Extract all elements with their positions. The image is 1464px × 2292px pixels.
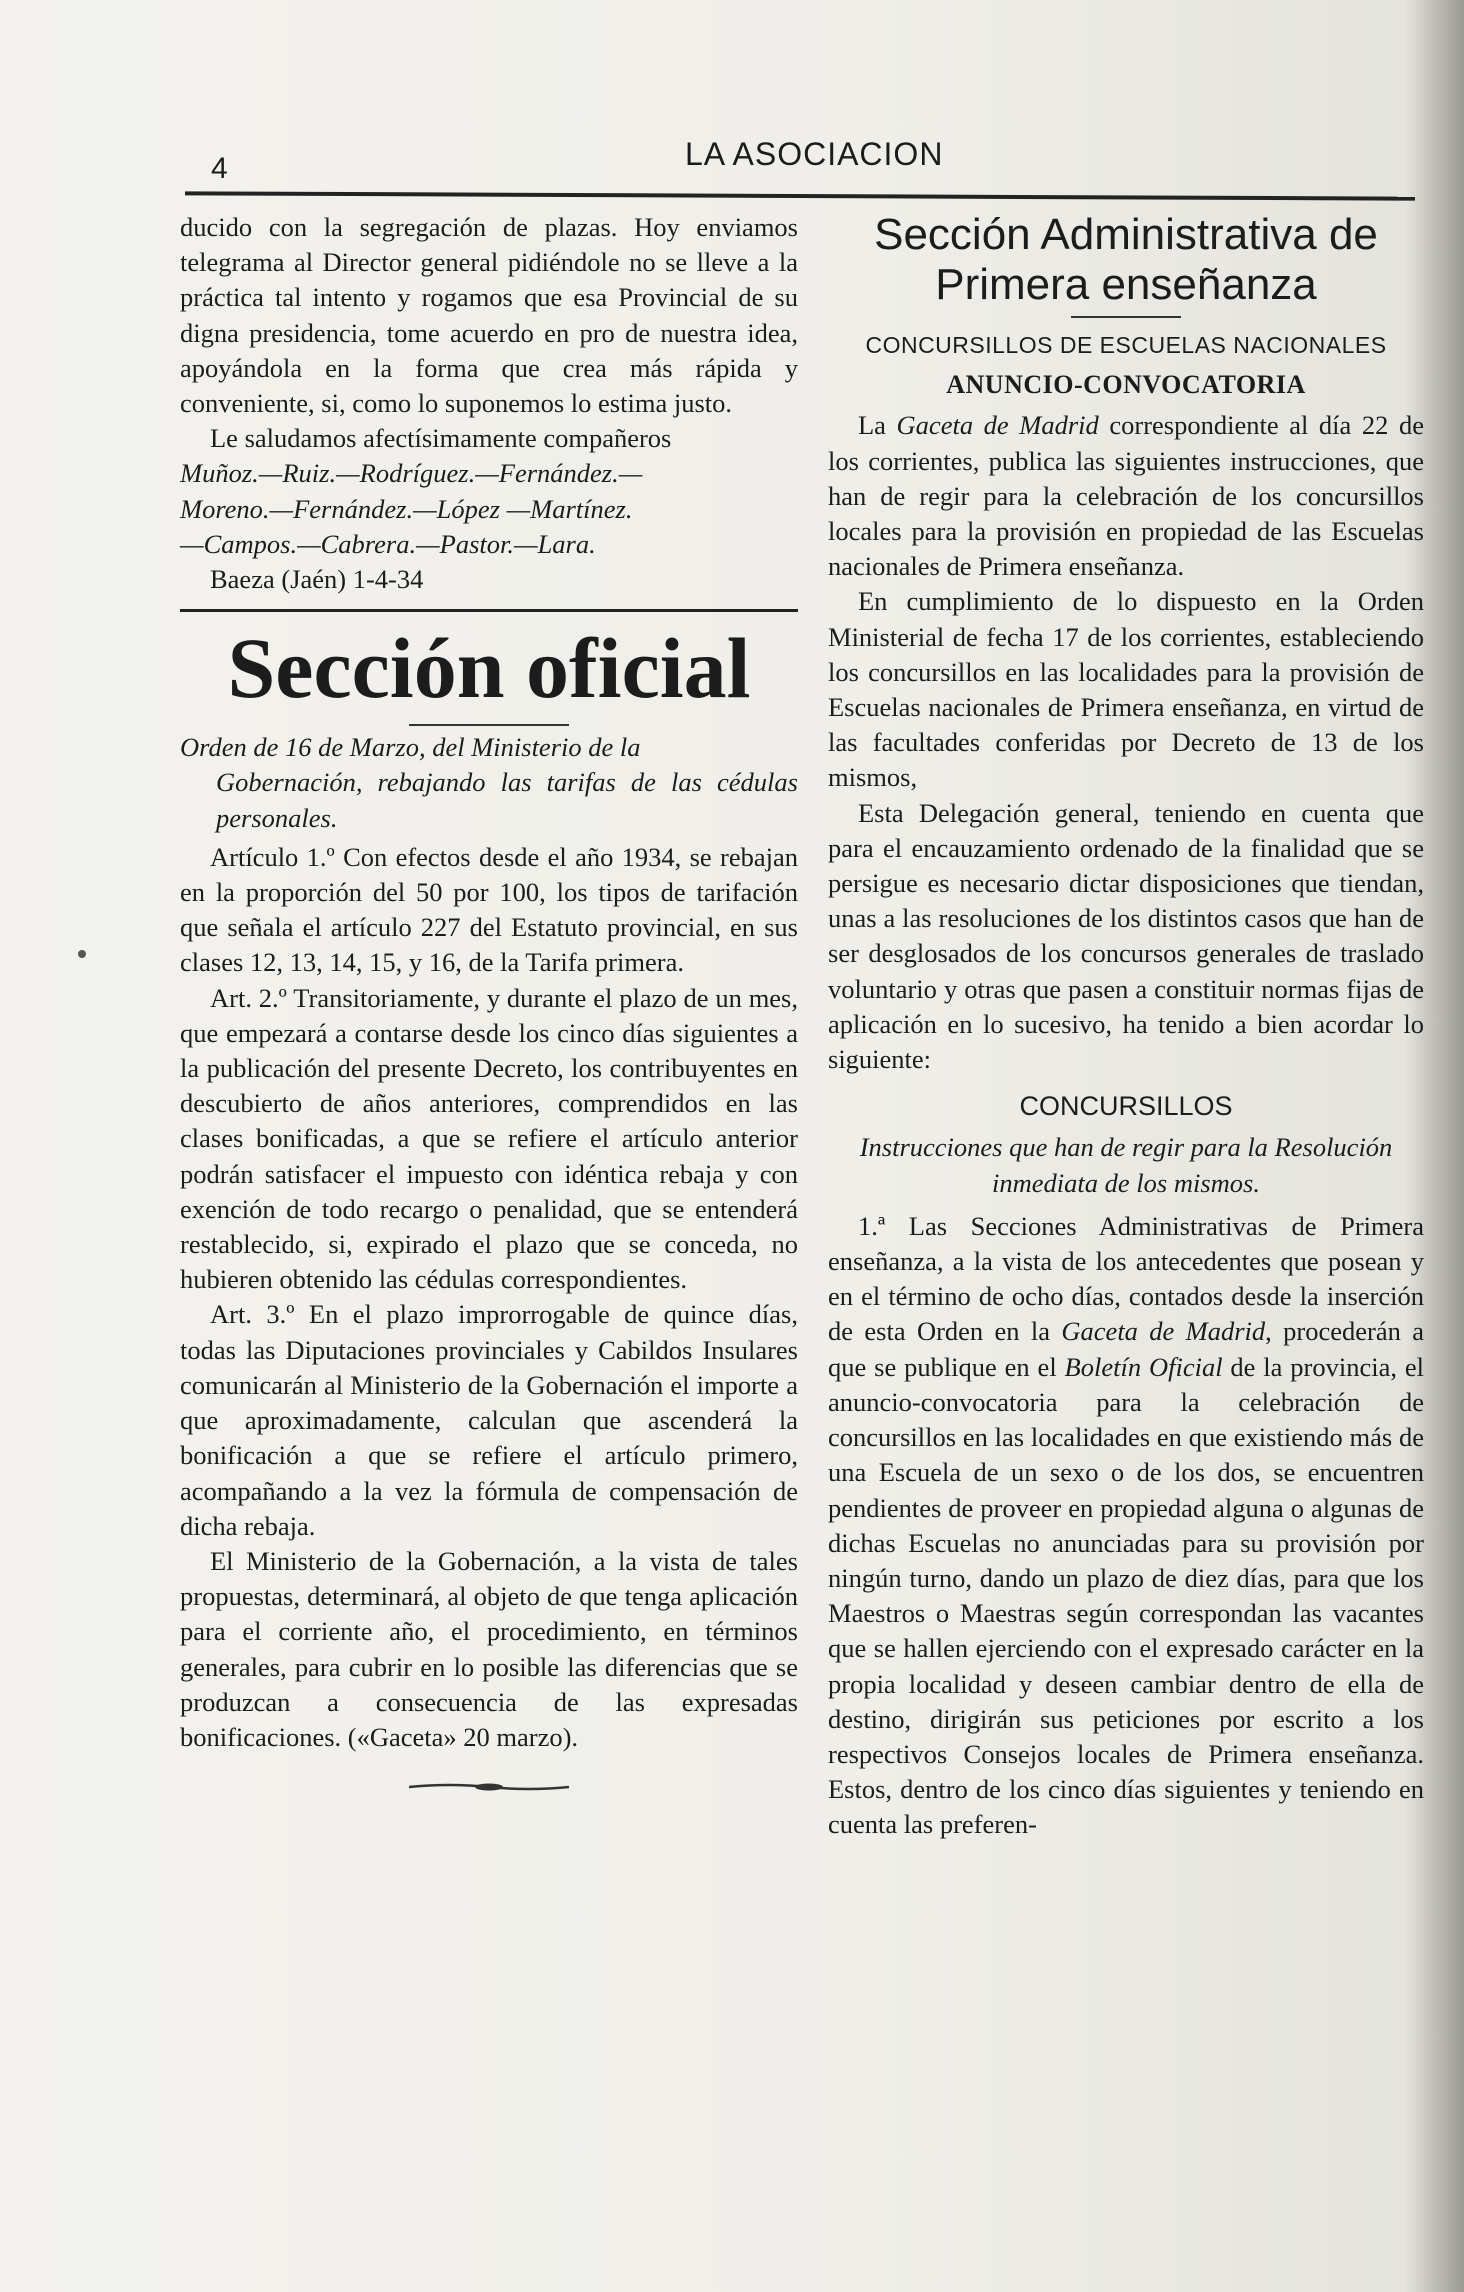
- page-number: 4: [211, 152, 228, 185]
- page-header: [185, 118, 1415, 198]
- gaceta-name: Gaceta de Madrid: [896, 410, 1099, 441]
- order-title-line-2: Gobernación, rebajando las tarifas de las cédulas personales.: [216, 767, 798, 833]
- article-2: Art. 2.º Transitoriamente, y durante el plazo de un mes, que empezará a contarse desde los cinco días siguientes a la publicación del presente Decreto, los contribuyentes en descubierto de años anteriores, comprendidos en las clases bonificadas, a que se refiere el artículo anterior podrán satisfacer el impuesto con idéntica rebaja y con exención de todo recargo o penalidad, que se entenderá restablecido, si, expirado el plazo que se conceda, no hubieren obtenido las cédulas correspondientes.: [180, 982, 798, 1295]
- place-date: Baeza (Jaén) 1-4-34: [210, 564, 424, 595]
- instruction-1-boletin: Boletín Oficial: [1064, 1351, 1223, 1382]
- end-ornament: [180, 1767, 798, 1802]
- signatures-line-3: —Campos.—Cabrera.—Pastor.—Lara.: [180, 528, 596, 559]
- letter-paragraph: ducido con la segregación de plazas. Hoy enviamos telegrama al Director general pidiéndole no se lleve a la práctica tal intento y rogamos que esa Provincial de su digna presidencia, tome acuerdo en pro de nuestra idea, apoyándola en la forma que crea más rápida y conveniente, si, como lo suponemos lo estima justo.: [180, 212, 798, 419]
- concursillos-subheading: CONCURSILLOS: [1019, 1091, 1233, 1122]
- delegacion-paragraph: Esta Delegación general, teniendo en cuenta que para el encauzamiento ordenado de la finalidad que se persigue es necesario dictar disposiciones que tiendan, unas a las resoluciones de los distintos casos que han de ser desglosados de los concursos generales de traslado voluntario y otras que pasen a constituir normas fijas de aplicación en lo sucesivo, ha tenido a bien acordar lo siguiente:: [828, 797, 1424, 1075]
- order-title: [180, 730, 798, 836]
- instructions-title: Instrucciones que han de regir para la Resolución inmediata de los mismos.: [859, 1132, 1393, 1198]
- title-underline: [409, 724, 569, 726]
- gaceta-pre: La: [858, 410, 897, 441]
- gaceta-paragraph: [828, 408, 1424, 584]
- signatures-line-1: Muñoz.—Ruiz.—Rodríguez.—Fernández.—: [180, 458, 643, 489]
- order-title-line-1: Orden de 16 de Marzo, del Ministerio de la: [180, 732, 641, 763]
- running-title: LA ASOCIACION: [685, 136, 944, 172]
- left-column: [180, 210, 798, 1802]
- signatures-line-2: Moreno.—Fernández.—López —Martínez.: [180, 493, 633, 524]
- concursillos-heading: CONCURSILLOS DE ESCUELAS NACIONALES: [865, 332, 1387, 358]
- instruction-1-b: , procederán a que se publique en el: [828, 1316, 1424, 1382]
- article-3: Art. 3.º En el plazo improrrogable de quince días, todas las Diputaciones provinciales y Cabildos Insulares comunicarán al Ministerio de la Gobernación el importe a que aproximadamente, calculan que ascenderá la bonificación a que se refiere el artículo primero, acompañando a la vez la fórmula de compensación de dicha rebaja.: [180, 1299, 798, 1541]
- header-rule: [185, 191, 1415, 200]
- right-column: [828, 210, 1424, 1843]
- title-underline-right: [1071, 316, 1181, 318]
- instruction-1-gaceta: Gaceta de Madrid: [1061, 1316, 1266, 1347]
- section-title-administrativa: Sección Administrativa de: [874, 210, 1378, 259]
- cumplimiento-paragraph: En cumplimiento de lo dispuesto en la Orden Ministerial de fecha 17 de los corrientes, estableciendo los concursillos en las localidades para la provisión de Escuelas nacionales de Primera enseñanza, en virtud de las facultades conferidas por Decreto de 13 de los mismos,: [828, 586, 1424, 793]
- section-title-oficial: Sección oficial: [227, 620, 751, 717]
- margin-speck: [78, 950, 86, 958]
- greeting: Le saludamos afectísimamente compañeros: [210, 423, 672, 454]
- instruction-1-c: de la provincia, el anuncio-convocatoria para la celebración de concursillos en las localidades en que existiendo más de una Escuela de un sexo o de los dos, se encuentren pendientes de proveer en propiedad alguna o algunas de dichas Escuelas no anunciadas para su provisión por ningún turno, dando un plazo de diez días, para que los Maestros o Maestras según correspondan las vacantes que se hallen ejerciendo con el expresado carácter en la propia localidad y deseen cambiar dentro de ella de destino, dirigirán sus peticiones por escrito a los respectivos Consejos locales de Primera enseñanza. Estos, dentro de los cinco días siguientes y teniendo en cuenta las preferen-: [828, 1351, 1424, 1840]
- anuncio-heading: ANUNCIO-CONVOCATORIA: [946, 370, 1306, 400]
- instruction-1: [828, 1209, 1424, 1843]
- section-title-primera: Primera enseñanza: [935, 260, 1317, 309]
- gaceta-post: correspondiente al día 22 de los corrientes, publica las siguientes instrucciones, que han de regir para la celebración de los concursillos locales para la provisión en propiedad de las Escuelas nacionales de Primera enseñanza.: [828, 410, 1424, 582]
- instruction-1-a: 1.ª Las Secciones Administrativas de Primera enseñanza, a la vista de los antecedentes que posean y en el término de ocho días, contados desde la inserción de esta Orden en la: [828, 1210, 1424, 1347]
- closing-paragraph: El Ministerio de la Gobernación, a la vista de tales propuestas, determinará, al objeto de que tenga aplicación para el corriente año, el procedimiento, en términos generales, para cubrir en lo posible las diferencias que se produzcan a consecuencia de las expresadas bonificaciones. («Gaceta» 20 marzo).: [180, 1545, 798, 1752]
- ornament-rule-icon: [409, 1781, 569, 1793]
- article-1: Artículo 1.º Con efectos desde el año 1934, se rebajan en la proporción del 50 por 100, los tipos de tarifación que señala el artículo 227 del Estatuto provincial, en sus clases 12, 13, 14, 15, y 16, de la Tarifa primera.: [180, 841, 798, 978]
- section-divider: [180, 609, 798, 612]
